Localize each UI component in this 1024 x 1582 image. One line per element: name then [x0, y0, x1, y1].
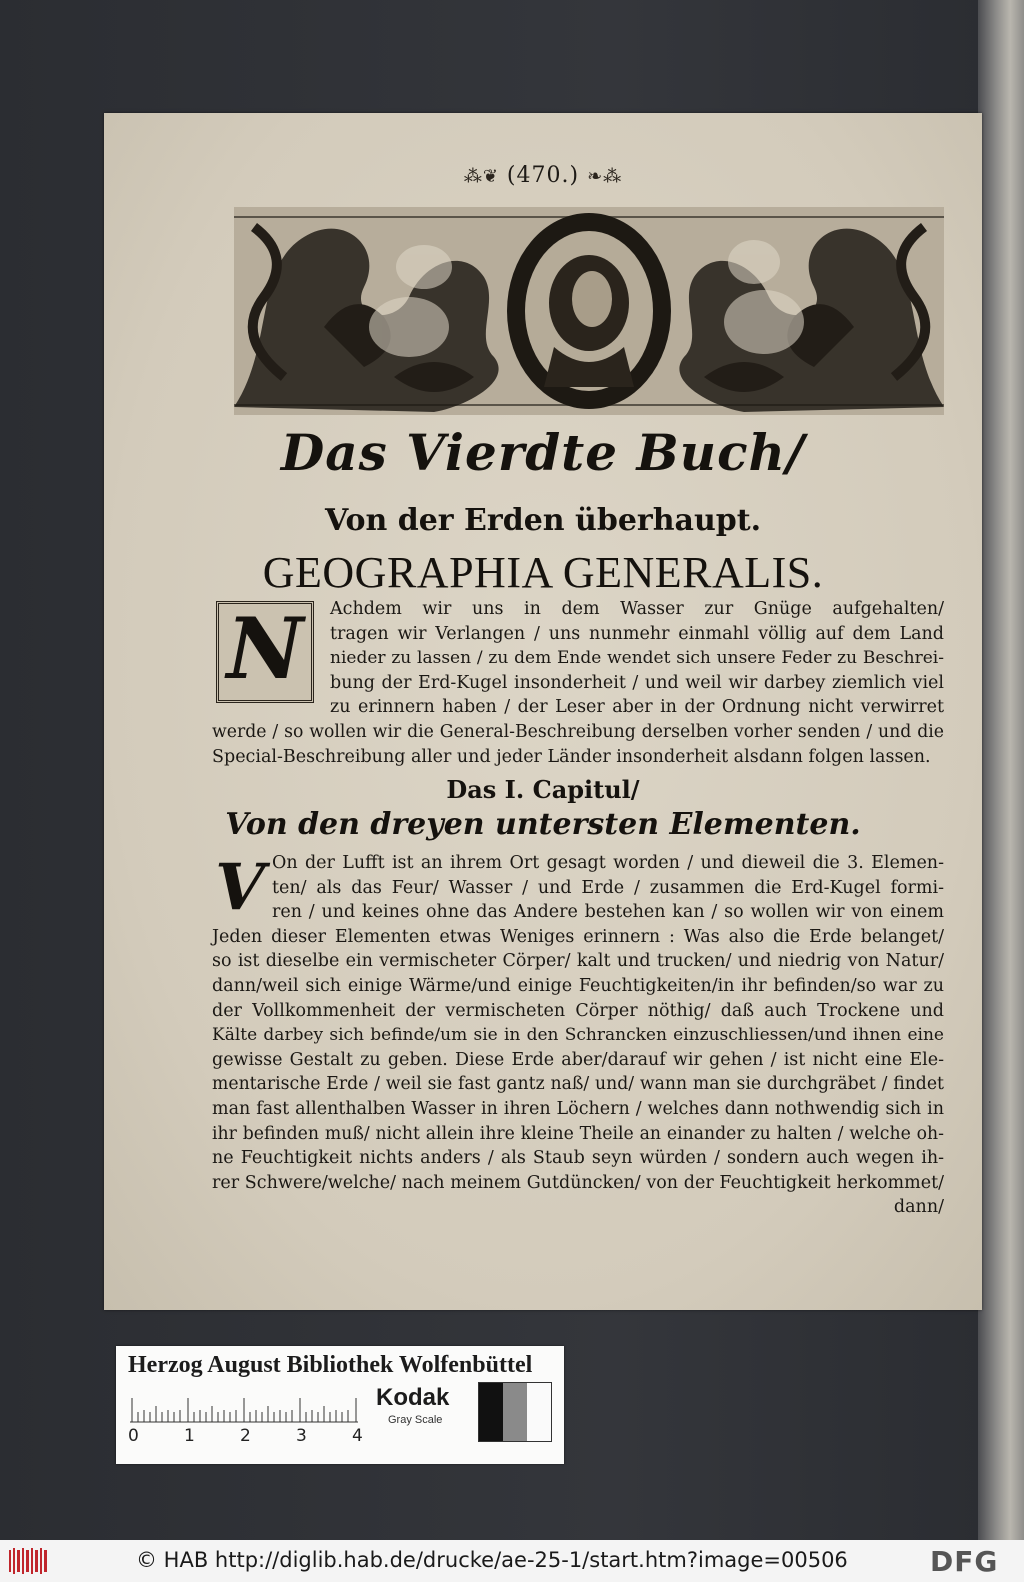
ruler-number: 0 — [128, 1426, 139, 1446]
body-line: man fast allenthalben Wasser in ihren Löchern / welches dann nothwendig sich in — [212, 1098, 944, 1119]
decorated-initial-v: V — [215, 850, 265, 925]
body-line: ten/ als das Feur/ Wasser / und Erde / zusammen die Erd-Kugel formi- — [272, 877, 944, 898]
dfg-logo: DFG — [930, 1545, 999, 1578]
ornament-left-icon: ⁂❦ — [463, 166, 499, 187]
ornament-right-icon: ❧⁂ — [587, 166, 623, 187]
intro-line: Achdem wir uns in dem Wasser zur Gnüge aufgehalten/ — [330, 599, 944, 619]
ruler-scale — [130, 1388, 358, 1424]
intro-line: nieder zu lassen / zu dem Ende wendet sich unsere Feder zu Beschrei- — [330, 648, 944, 669]
body-line: On der Lufft ist an ihrem Ort gesagt worden / und dieweil die 3. Elemen- — [272, 853, 944, 873]
gray-patch-white — [527, 1383, 551, 1441]
gray-scale-patches — [478, 1382, 552, 1442]
intro-paragraph — [212, 597, 944, 769]
next-page-edge — [978, 0, 1024, 1540]
body-line: mentarische Erde / weil sie fast gantz naß/ und/ wann man sie durchgräbet / findet — [212, 1074, 944, 1095]
catchword: dann/ — [893, 1197, 944, 1218]
page-number: ⁂❦ (470.) ❧⁂ — [463, 163, 623, 188]
body-line: der Vollkommenheit der vermischeten Cörper nöthig/ daß auch Trockene und — [212, 1000, 944, 1021]
ruler-number: 1 — [184, 1426, 195, 1446]
book-subtitle: Von der Erden überhaupt. — [324, 503, 762, 538]
footer-bar — [0, 1540, 1024, 1582]
ruler-number: 3 — [296, 1426, 307, 1446]
library-name: Herzog August Bibliothek Wolfenbüttel — [128, 1352, 533, 1378]
body-line: Kälte darbey sich befinde/um sie in den Schrancken einzuschliessen/und ihnen eine — [212, 1025, 944, 1046]
intro-line: tragen wir Verlangen / uns nunmehr einmahl völlig auf dem Land — [330, 623, 944, 644]
kodak-brand: Kodak — [376, 1384, 450, 1411]
body-line: rer Schwere/welche/ nach meinem Gutdüncken/ von der Feuchtigkeit herkommet/ — [212, 1172, 944, 1193]
gray-scale-label: Gray Scale — [388, 1414, 443, 1426]
ruler-number: 4 — [352, 1426, 363, 1446]
book-page — [104, 113, 982, 1310]
gray-patch-black — [479, 1383, 503, 1441]
chapter-title: Von den dreyen untersten Elementen. — [225, 807, 861, 842]
body-line: ne Feuchtigkeit nichts anders / als Staub seyn würden / sondern auch wegen ih- — [212, 1148, 944, 1169]
decorated-initial-n: N — [216, 601, 314, 703]
intro-line: Special-Beschreibung aller und jeder Länder insonderheit alsdann folgen lassen. — [212, 746, 931, 767]
intro-line: zu erinnern haben / der Leser aber in der Ordnung nicht verwirret — [330, 697, 944, 718]
engraved-headpiece-vignette — [234, 207, 944, 415]
intro-line: werde / so wollen wir die General-Beschreibung derselben vorher senden / und die — [212, 721, 944, 742]
body-paragraph — [212, 851, 944, 1220]
body-line: so ist dieselbe ein vermischeter Cörper/ kalt und trucken/ und niedrig von Natur/ — [212, 951, 944, 972]
latin-title: GEOGRAPHIA GENERALIS. — [262, 548, 824, 597]
body-line: dann/weil sich einige Wärme/und einige Feuchtigkeiten/in ihr befinden/so war zu — [212, 975, 944, 996]
hab-logo-icon — [8, 1546, 48, 1576]
color-reference-card — [116, 1346, 564, 1464]
body-line: Jeden dieser Elementen etwas Weniges erinnern : Was also die Erde belanget/ — [212, 926, 944, 947]
body-line: gewisse Gestalt zu geben. Diese Erde aber/darauf wir gehen / ist nicht eine Ele- — [212, 1049, 944, 1070]
copyright-url: © HAB http://diglib.hab.de/drucke/ae-25-1/start.htm?image=00506 — [136, 1548, 848, 1572]
body-line: ren / und keines ohne das Andere bestehen kan / so wollen wir von einem — [272, 902, 944, 923]
ruler-number: 2 — [240, 1426, 251, 1446]
body-line: ihr befinden muß/ nicht allein ihre kleine Theile an einander zu halten / welche oh- — [212, 1123, 944, 1144]
gray-patch-mid — [503, 1383, 527, 1441]
intro-line: bung der Erd-Kugel insonderheit / und weil wir darbey ziemlich viel — [330, 672, 944, 693]
book-title: Das Vierdte Buch/ — [280, 423, 806, 482]
chapter-label: Das I. Capitul/ — [446, 775, 640, 804]
